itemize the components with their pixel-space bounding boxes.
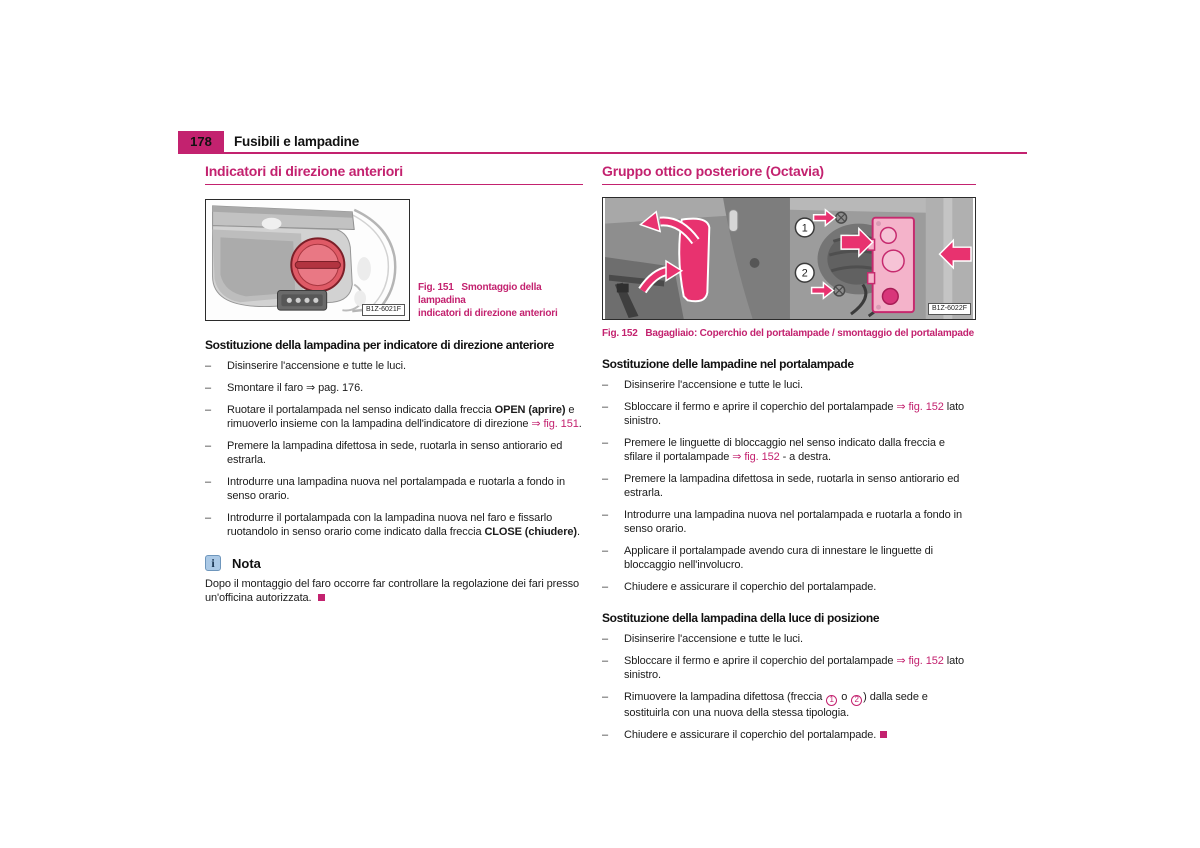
bullet-dash: – xyxy=(602,728,609,741)
list-item: – Smontare il faro ⇒ pag. 176. xyxy=(205,382,364,394)
figure-151-code: B1Z-6021F xyxy=(362,304,405,316)
list-item: – Premere la lampadina difettosa in sede, ruotarla in senso antiorario ed estrarla. xyxy=(602,473,960,499)
bullet-dash: – xyxy=(602,401,609,413)
section-end-marker xyxy=(880,731,887,738)
subsection-title-right-1: Sostituzione delle lampadine nel portalampade xyxy=(602,357,854,371)
bullet-dash: – xyxy=(602,509,609,521)
list-item: – Chiudere e assicurare il coperchio del portalampade. xyxy=(602,581,877,593)
list-item: – Disinserire l'accensione e tutte le luci. xyxy=(602,633,803,645)
list-item: – Premere le linguette di bloccaggio nel senso indicato dalla freccia e sfilare il portalampade ⇒ fig. 152 - a destra. xyxy=(602,437,945,463)
bullet-list-right-1 xyxy=(602,378,976,594)
figure-151-image xyxy=(205,199,410,321)
list-item: – Sbloccare il fermo e aprire il coperchio del portalampade ⇒ fig. 152 lato sinistro. xyxy=(602,655,965,681)
bullet-dash: – xyxy=(602,437,609,449)
circled-number: 1 xyxy=(826,695,837,706)
left-column xyxy=(205,163,583,605)
bullet-list-right-2 xyxy=(602,632,976,742)
callout-2 xyxy=(795,263,814,282)
header-rule xyxy=(178,152,1027,154)
list-item: – Disinserire l'accensione e tutte le luci. xyxy=(205,360,406,372)
bullet-dash: – xyxy=(602,581,609,593)
note-title: Nota xyxy=(232,555,261,571)
bullet-dash: – xyxy=(205,360,212,372)
bullet-dash: – xyxy=(602,473,609,485)
list-item: – Ruotare il portalampada nel senso indicato dalla freccia OPEN (aprire) e rimuoverlo insieme con la lampadina dell'indicatore di direzione ⇒ fig. 151. xyxy=(205,404,582,430)
bullet-dash: – xyxy=(602,379,609,391)
figure-152-image xyxy=(602,197,976,320)
bullet-dash: – xyxy=(602,633,609,645)
headlight-drawing xyxy=(206,200,409,320)
list-item: – Chiudere e assicurare il coperchio del portalampade. xyxy=(602,728,976,742)
bullet-dash: – xyxy=(602,545,609,557)
note-text: Dopo il montaggio del faro occorre far controllare la regolazione dei fari presso un'officina autorizzata. xyxy=(205,578,580,604)
list-item: – Rimuovere la lampadina difettosa (freccia 1 o 2 ) dalla sede e sostituirla con una nuova della stessa tipologia. xyxy=(602,691,928,719)
list-item: – Disinserire l'accensione e tutte le luci. xyxy=(602,379,803,391)
list-item: – Introdurre una lampadina nuova nel portalampada e ruotarla a fondo in senso orario. xyxy=(205,476,566,502)
circled-number: 2 xyxy=(851,695,862,706)
svg-text:1: 1 xyxy=(801,222,808,235)
chapter-title: Fusibili e lampadine xyxy=(234,134,360,149)
info-icon: i xyxy=(205,555,221,571)
list-item: – Introdurre una lampadina nuova nel portalampada e ruotarla a fondo in senso orario. xyxy=(602,509,963,535)
section-end-marker xyxy=(318,594,325,601)
callout-1 xyxy=(795,218,814,237)
list-item: – Premere la lampadina difettosa in sede, ruotarla in senso antiorario ed estrarla. xyxy=(205,440,563,466)
bullet-dash: – xyxy=(205,512,212,524)
trunk-drawing xyxy=(603,198,975,319)
list-item: – Introdurre il portalampada con la lampadina nuova nel faro e fissarlo ruotandolo in senso orario come indicato dalla freccia CLOSE (chiudere). xyxy=(205,512,580,538)
screw-top xyxy=(836,212,847,223)
figure-151-row xyxy=(205,199,583,321)
list-item: – Applicare il portalampade avendo cura di innestare le linguette di bloccaggio nell'involucro. xyxy=(602,545,933,571)
right-column xyxy=(602,163,976,750)
bullet-dash: – xyxy=(205,404,212,416)
bullet-list-left xyxy=(205,359,583,539)
bullet-dash: – xyxy=(602,655,609,667)
page-number-badge: 178 xyxy=(178,131,224,152)
section-title-right: Gruppo ottico posteriore (Octavia) xyxy=(602,163,976,185)
list-item: – Sbloccare il fermo e aprire il coperchio del portalampade ⇒ fig. 152 lato sinistro. xyxy=(602,401,965,427)
section-title-left: Indicatori di direzione anteriori xyxy=(205,163,583,185)
subsection-title-right-2: Sostituzione della lampadina della luce di posizione xyxy=(602,611,880,625)
bullet-dash: – xyxy=(205,440,212,452)
svg-text:2: 2 xyxy=(801,267,808,280)
bullet-dash: – xyxy=(205,476,212,488)
figure-151-caption: Fig. 151 Smontaggio della lampadina indicatori di direzione anteriori xyxy=(418,282,558,319)
note-header xyxy=(205,555,583,571)
bullet-dash: – xyxy=(205,382,212,394)
bullet-dash: – xyxy=(602,691,609,703)
figure-152-code: B1Z-6022F xyxy=(928,303,971,315)
screw-bottom xyxy=(834,285,845,296)
figure-152-caption: Fig. 152 Bagagliaio: Coperchio del portalampade / smontaggio del portalampade xyxy=(602,328,975,339)
subsection-title-left: Sostituzione della lampadina per indicatore di direzione anteriore xyxy=(205,338,554,352)
